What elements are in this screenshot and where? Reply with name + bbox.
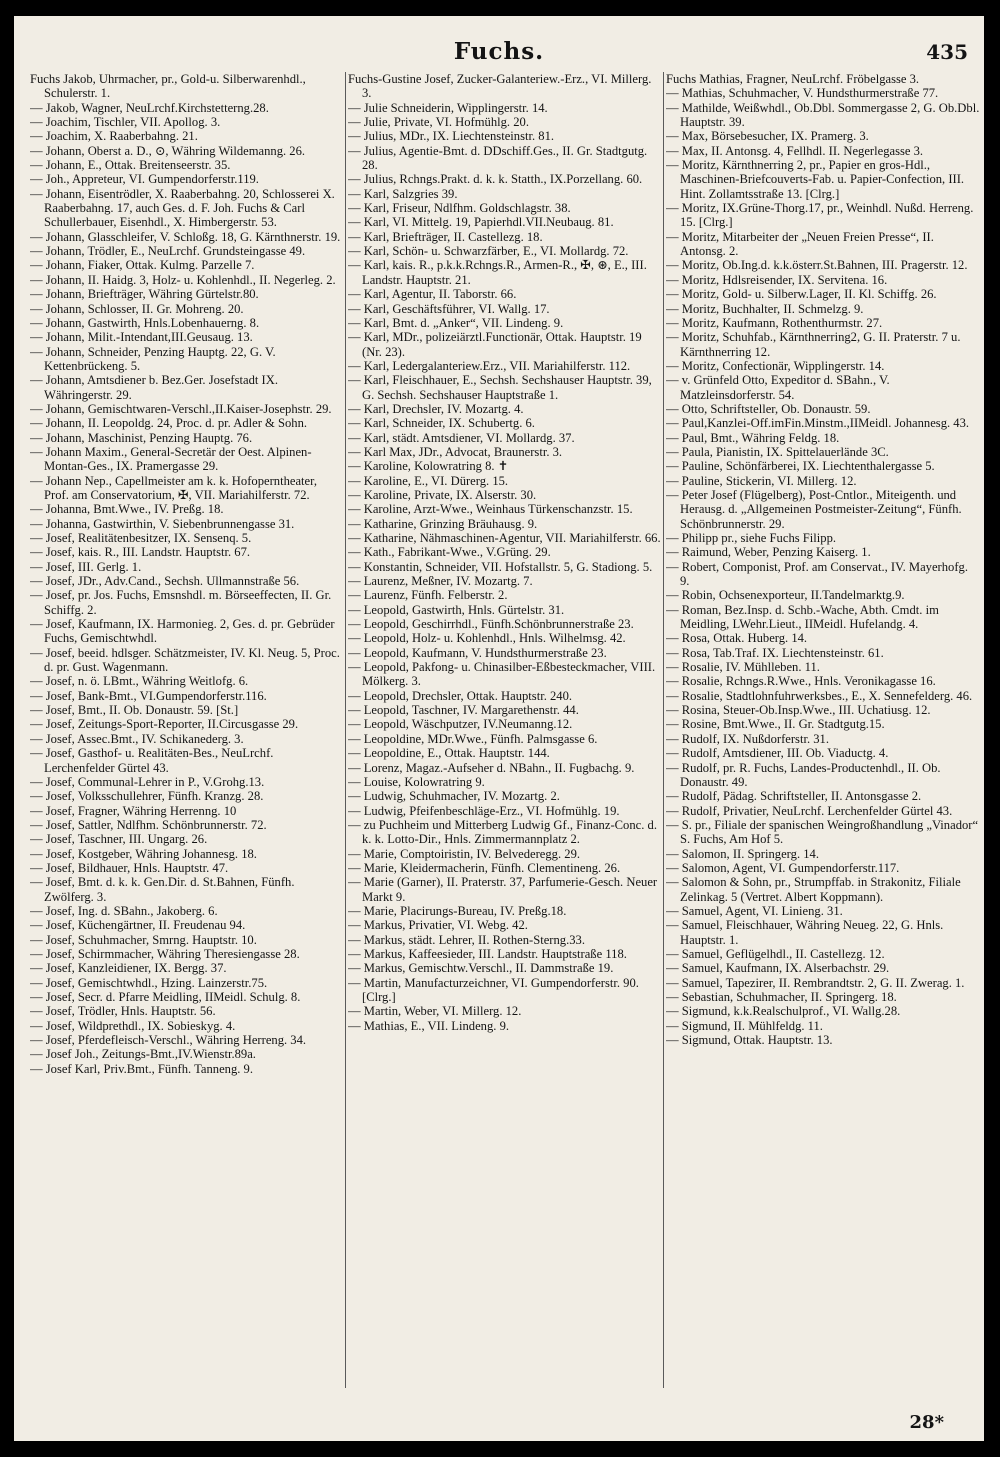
directory-entry: — Pauline, Schönfärberei, IX. Liechtenthalergasse 5.	[666, 459, 935, 474]
directory-entry: — Sigmund, k.k.Realschulprof., VI. Wallg.28.	[666, 1004, 901, 1019]
directory-entry: — Kath., Fabrikant-Wwe., V.Grüng. 29.	[348, 545, 551, 560]
directory-entry: — Johann Nep., Capellmeister am k. k. Hofoperntheater, Prof. am Conservatorium, ✠, VII. Mariahilferstr. 72.	[30, 473, 317, 502]
directory-entry: — Karoline, Kolowratring 8. ✝	[348, 459, 509, 474]
directory-entry: — Leopold, Taschner, IV. Margarethenstr. 44.	[348, 703, 579, 718]
directory-entry: — S. pr., Filiale der spanischen Weingroßhandlung „Vinador“ S. Fuchs, Am Hof 5.	[666, 817, 979, 847]
directory-entry: — Josef, beeid. hdlsger. Schätzmeister, IV. Kl. Neug. 5, Proc. d. pr. Gust. Wagenmann.	[30, 645, 340, 675]
directory-entry: — Martin, Weber, VI. Millerg. 12.	[348, 1004, 522, 1019]
directory-entry: — Rosalie, Stadtlohnfuhrwerksbes., E., X. Sennefelderg. 46.	[666, 688, 973, 703]
directory-entry: — Joachim, Tischler, VII. Apollog. 3.	[30, 115, 221, 130]
directory-entry: — Karl, Friseur, Ndlfhm. Goldschlagstr. 38.	[348, 201, 571, 216]
directory-entry: — Samuel, Kaufmann, IX. Alserbachstr. 29.	[666, 961, 890, 976]
directory-entry: — Julius, MDr., IX. Liechtensteinstr. 81.	[348, 129, 555, 144]
directory-entry: Fuchs-Gustine Josef, Zucker-Galanteriew.-Erz., VI. Millerg. 3.	[348, 72, 652, 101]
directory-entry: — Josef, III. Gerlg. 1.	[30, 559, 142, 574]
directory-entry: — Max, II. Antonsg. 4, Fellhdl. II. Negerlegasse 3.	[666, 143, 924, 158]
directory-entry: — Josef, Ing. d. SBahn., Jakoberg. 6.	[30, 903, 218, 918]
directory-entry: Fuchs Mathias, Fragner, NeuLrchf. Fröbelgasse 3.	[666, 72, 920, 86]
directory-entry: — Karl, Salzgries 39.	[348, 186, 458, 201]
directory-entry: — Salomon, II. Springerg. 14.	[666, 846, 819, 861]
directory-column-middle	[348, 72, 662, 1388]
directory-entry: — Roman, Bez.Insp. d. Schb.-Wache, Abth. Cmdt. im Meidling, LWehr.Lieut., IIMeidl. Hufelandg. 4.	[666, 602, 939, 632]
directory-entry: — Karl, VI. Mittelg. 19, Papierhdl.VII.Neubaug. 81.	[348, 215, 614, 230]
directory-entry: — Josef, Kaufmann, IX. Harmonieg. 2, Ges. d. pr. Gebrüder Fuchs, Gemischtwhdl.	[30, 617, 335, 646]
directory-entry: — Markus, städt. Lehrer, II. Rothen-Sterng.33.	[348, 932, 585, 947]
directory-entry: — Josef, pr. Jos. Fuchs, Emsnshdl. m. Börseeffecten, II. Gr. Schiffg. 2.	[30, 588, 332, 617]
directory-entry: — Peter Josef (Flügelberg), Post-Cntlor., Miteigenth. und Herausg. d. „Allgemeinen Postmeister-Zeitung“, Fünfh. Schönbrunnerstr. 29.	[666, 487, 962, 531]
directory-entry: — Josef, Wildprethdl., IX. Sobieskyg. 4.	[30, 1018, 236, 1033]
directory-entry: — Karl Max, JDr., Advocat, Braunerstr. 3.	[348, 444, 563, 459]
directory-entry: — Markus, Privatier, VI. Webg. 42.	[348, 918, 528, 933]
directory-entry: — Samuel, Fleischhauer, Währing Neueg. 22, G. Hnls. Hauptstr. 1.	[666, 918, 944, 947]
directory-entry: — Josef, Communal-Lehrer in P., V.Grohg.13.	[30, 774, 265, 789]
directory-entry: — Raimund, Weber, Penzing Kaiserg. 1.	[666, 545, 871, 560]
directory-entry: — Paul, Bmt., Währing Feldg. 18.	[666, 430, 840, 445]
page-title: Fuchs.	[453, 38, 545, 65]
directory-entry: — Josef, Secr. d. Pfarre Meidling, IIMeidl. Schulg. 8.	[30, 990, 301, 1004]
directory-entry: — Moritz, IX.Grüne-Thorg.17, pr., Weinhdl. Nußd. Herreng. 15. [Clrg.]	[666, 201, 974, 230]
column-divider	[663, 72, 664, 1388]
directory-entry: — Johanna, Gastwirthin, V. Siebenbrunnengasse 31.	[30, 516, 295, 531]
directory-entry: — Johann, Amtsdiener b. Bez.Ger. Josefstadt IX. Währingerstr. 29.	[30, 373, 278, 402]
directory-entry: — Philipp pr., siehe Fuchs Filipp.	[666, 531, 837, 545]
directory-entry: — Ludwig, Pfeifenbeschläge-Erz., VI. Hofmühlg. 19.	[348, 803, 620, 818]
directory-entry: — Katharine, Nähmaschinen-Agentur, VII. Mariahilferstr. 66.	[348, 531, 661, 545]
directory-entry: — Paul,Kanzlei-Off.imFin.Minstm.,IIMeidl. Johannesg. 43.	[666, 416, 970, 431]
directory-entry: — Karoline, Arzt-Wwe., Weinhaus Türkenschanzstr. 15.	[348, 502, 633, 517]
directory-entry: — Josef, Küchengärtner, II. Freudenau 94.	[30, 918, 246, 933]
directory-entry: — Leopold, Holz- u. Kohlenhdl., Hnls. Wilhelmsg. 42.	[348, 631, 626, 646]
directory-entry: — Josef, Pferdefleisch-Verschl., Währing Herreng. 34.	[30, 1033, 307, 1048]
directory-entry: — Rosalie, Rchngs.R.Wwe., Hnls. Veronikagasse 16.	[666, 674, 936, 689]
directory-entry: — Johann, E., Ottak. Breitenseerstr. 35.	[30, 158, 231, 173]
directory-entry: — Rudolf, Privatier, NeuLrchf. Lerchenfelder Gürtel 43.	[666, 803, 953, 818]
directory-entry: Fuchs Jakob, Uhrmacher, pr., Gold-u. Silberwarenhdl., Schulerstr. 1.	[30, 72, 306, 101]
directory-entry: — v. Grünfeld Otto, Expeditor d. SBahn., V. Matzleinsdorferstr. 54.	[666, 373, 890, 402]
directory-entry: — Julie, Private, VI. Hofmühlg. 20.	[348, 115, 529, 130]
directory-entry: — Mathias, E., VII. Lindeng. 9.	[348, 1018, 510, 1033]
directory-entry: — Karl, kais. R., p.k.k.Rchngs.R., Armen-R., ✠, ⊛, E., III. Landstr. Hauptstr. 21.	[348, 258, 647, 287]
directory-entry: — Moritz, Schuhfab., Kärnthnerring2, G. II. Praterstr. 7 u. Kärnthnerring 12.	[666, 330, 961, 359]
directory-entry: — Moritz, Kaufmann, Rothenthurmstr. 27.	[666, 315, 883, 330]
directory-entry: — Karoline, E., VI. Dürerg. 15.	[348, 473, 509, 488]
directory-entry: — Sigmund, II. Mühlfeldg. 11.	[666, 1018, 823, 1033]
directory-entry: — Rosine, Bmt.Wwe., II. Gr. Stadtgutg.15.	[666, 717, 885, 732]
signature-mark: 28*	[909, 1412, 944, 1433]
directory-entry: — Karl, Schön- u. Schwarzfärber, E., VI. Mollardg. 72.	[348, 244, 629, 259]
directory-entry: — Ludwig, Schuhmacher, IV. Mozartg. 2.	[348, 789, 560, 804]
directory-entry: — Josef, Fragner, Währing Herrenng. 10	[30, 803, 237, 818]
directory-entry: — Jakob, Wagner, NeuLrchf.Kirchstetterng.28.	[30, 100, 269, 115]
directory-entry: — Johanna, Bmt.Wwe., IV. Preßg. 18.	[30, 502, 224, 517]
directory-entry: — Josef, Sattler, Ndlfhm. Schönbrunnerstr. 72.	[30, 817, 267, 832]
directory-entry: — Julius, Rchngs.Prakt. d. k. k. Statth., IX.Porzellang. 60.	[348, 172, 643, 187]
directory-entry: — Josef, n. ö. LBmt., Währing Weitlofg. 6.	[30, 674, 249, 689]
directory-entry: — Joachim, X. Raaberbahng. 21.	[30, 129, 198, 144]
directory-entry: — Salomon, Agent, VI. Gumpendorferstr.117.	[666, 860, 900, 875]
directory-entry: — Josef, Bmt., II. Ob. Donaustr. 59. [St.]	[30, 703, 239, 718]
directory-entry: — Josef, Bmt. d. k. k. Gen.Dir. d. St.Bahnen, Fünfh. Zwölferg. 3.	[30, 875, 295, 904]
directory-entry: — Josef, Trödler, Hnls. Hauptstr. 56.	[30, 1004, 216, 1019]
directory-entry: — Karl, Geschäftsführer, VI. Wallg. 17.	[348, 301, 550, 316]
directory-entry: — Karl, Drechsler, IV. Mozartg. 4.	[348, 401, 524, 416]
directory-entry: — Johann, Schneider, Penzing Hauptg. 22, G. V. Kettenbrückeng. 5.	[30, 344, 276, 373]
directory-entry: — Konstantin, Schneider, VII. Hofstallstr. 5, G. Stadiong. 5.	[348, 559, 653, 574]
directory-entry: — Marie, Kleidermacherin, Fünfh. Clementineng. 26.	[348, 860, 621, 875]
directory-entry: — Laurenz, Meßner, IV. Mozartg. 7.	[348, 574, 533, 589]
directory-entry: — Leopold, Kaufmann, V. Hundsthurmerstraße 23.	[348, 645, 607, 660]
directory-entry: — Josef, Schuhmacher, Smrng. Hauptstr. 10.	[30, 932, 257, 947]
directory-entry: — Josef Karl, Priv.Bmt., Fünfh. Tanneng. 9.	[30, 1061, 253, 1076]
directory-entry: — Mathias, Schuhmacher, V. Hundsthurmerstraße 77.	[666, 86, 939, 101]
directory-entry: — Johann Maxim., General-Secretär der Oest. Alpinen-Montan-Ges., IX. Pramergasse 29.	[30, 444, 312, 474]
directory-entry: — Johann, Milit.-Intendant,III.Geusaug. 13.	[30, 330, 253, 345]
directory-entry: — Josef, Gemischtwhdl., Hzing. Lainzerstr.75.	[30, 975, 268, 990]
directory-entry: — Johann, Eisentrödler, X. Raaberbahng. 20, Schlosserei X. Raaberbahng. 17, auch Ges. d. F. Joh. Fuchs & Carl Schullerbauer, Eisenhdl., X. Himbergerstr. 53.	[30, 186, 335, 230]
directory-entry: — Moritz, Gold- u. Silberw.Lager, II. Kl. Schiffg. 26.	[666, 287, 937, 302]
directory-entry: — Robin, Ochsenexporteur, II.Tandelmarktg.9.	[666, 588, 905, 603]
directory-entry: — Johann, Trödler, E., NeuLrchf. Grundsteingasse 49.	[30, 244, 306, 259]
directory-entry: — Johann, Gastwirth, Hnls.Lobenhauerng. 8.	[30, 315, 260, 330]
directory-entry: — Karl, städt. Amtsdiener, VI. Mollardg. 37.	[348, 430, 575, 445]
directory-entry: — Karl, Fleischhauer, E., Sechsh. Sechshauser Hauptstr. 39, G. Sechsh. Sechshauser Hauptstraße 1.	[348, 373, 652, 402]
directory-entry: — Julius, Agentie-Bmt. d. DDschiff.Ges., II. Gr. Stadtgutg. 28.	[348, 143, 648, 173]
directory-entry: — Martin, Manufacturzeichner, VI. Gumpendorferstr. 90. [Clrg.]	[348, 975, 639, 1004]
directory-column-right	[666, 72, 980, 1388]
directory-entry: — Karl, Briefträger, II. Castellezg. 18.	[348, 229, 543, 244]
directory-entry: — Johann, Glasschleifer, V. Schloßg. 18, G. Kärnthnerstr. 19.	[30, 229, 341, 244]
directory-entry: — Marie (Garner), II. Praterstr. 37, Parfumerie-Gesch. Neuer Markt 9.	[348, 875, 658, 904]
directory-entry: — Sigmund, Ottak. Hauptstr. 13.	[666, 1033, 833, 1048]
directory-entry: — Moritz, Kärnthnerring 2, pr., Papier en gros-Hdl., Maschinen-Briefcouverts-Fab. u. Papier-Confection, III. Hint. Zollamtsstraße 13. [Clrg.]	[666, 158, 965, 201]
directory-entry: — Samuel, Tapezirer, II. Rembrandtstr. 2, G. II. Zwerag. 1.	[666, 975, 965, 990]
directory-entry: — Julie Schneiderin, Wipplingerstr. 14.	[348, 100, 548, 115]
directory-entry: — Markus, Gemischtw.Verschl., II. Dammstraße 19.	[348, 961, 614, 976]
directory-entry: — Moritz, Ob.Ing.d. k.k.österr.St.Bahnen, III. Pragerstr. 12.	[666, 258, 968, 273]
directory-entry: — Rudolf, IX. Nußdorferstr. 31.	[666, 731, 829, 746]
directory-entry: — Leopold, Gastwirth, Hnls. Gürtelstr. 31.	[348, 602, 565, 617]
directory-entry: — Leopoldine, MDr.Wwe., Fünfh. Palmsgasse 6.	[348, 731, 598, 746]
directory-entry: — Rudolf, Amtsdiener, III. Ob. Viaductg. 4.	[666, 746, 889, 761]
directory-entry: — Marie, Comptoiristin, IV. Belvederegg. 29.	[348, 846, 581, 861]
directory-entry: — Rosa, Tab.Traf. IX. Liechtensteinstr. 61.	[666, 645, 884, 660]
directory-entry: — Mathilde, Weißwhdl., Ob.Dbl. Sommergasse 2, G. Ob.Dbl. Hauptstr. 39.	[666, 100, 980, 130]
directory-entry: — Karl, Agentur, II. Taborstr. 66.	[348, 287, 517, 302]
directory-entry: — Josef, JDr., Adv.Cand., Sechsh. Ullmannstraße 56.	[30, 574, 300, 589]
directory-entry: — Josef, Volksschullehrer, Fünfh. Kranzg. 28.	[30, 789, 264, 804]
directory-entry: — Moritz, Hdlsreisender, IX. Servitena. 16.	[666, 272, 888, 287]
directory-entry: — Paula, Pianistin, IX. Spittelauerlände 3C.	[666, 444, 889, 459]
directory-entry: — Leopold, Pakfong- u. Chinasilber-Eßbesteckmacher, VIII. Mölkerg. 3.	[348, 660, 656, 689]
directory-entry: — Samuel, Geflügelhdl., II. Castellezg. 12.	[666, 946, 885, 961]
directory-entry: — Otto, Schriftsteller, Ob. Donaustr. 59.	[666, 401, 871, 416]
page-number: 435	[926, 40, 968, 64]
directory-entry: — Marie, Placirungs-Bureau, IV. Preßg.18.	[348, 903, 567, 918]
directory-entry: — Josef, Schirmmacher, Währing Theresiengasse 28.	[30, 946, 300, 961]
directory-entry: — Moritz, Mitarbeiter der „Neuen Freien Presse“, II. Antonsg. 2.	[666, 229, 934, 259]
directory-entry: — Rosalie, IV. Mühlleben. 11.	[666, 660, 820, 675]
directory-entry: — Moritz, Confectionär, Wipplingerstr. 14.	[666, 358, 885, 373]
directory-entry: — Johann, Fiaker, Ottak. Kulmg. Parzelle 7.	[30, 258, 255, 273]
directory-entry: — zu Puchheim und Mitterberg Ludwig Gf., Finanz-Conc. d. k. k. Lotto-Dir., Hnls. Zimmermannplatz 2.	[348, 817, 657, 847]
directory-entry: — Samuel, Agent, VI. Linieng. 31.	[666, 903, 843, 918]
directory-entry: — Josef, Kostgeber, Währing Johannesg. 18.	[30, 846, 257, 861]
directory-entry: — Sebastian, Schuhmacher, II. Springerg. 18.	[666, 990, 897, 1004]
directory-entry: — Leopoldine, E., Ottak. Hauptstr. 144.	[348, 746, 550, 761]
directory-entry: — Moritz, Buchhalter, II. Schmelzg. 9.	[666, 301, 864, 316]
directory-entry: — Johann, II. Leopoldg. 24, Proc. d. pr. Adler & Sohn.	[30, 416, 308, 431]
directory-entry: — Max, Börsebesucher, IX. Pramerg. 3.	[666, 129, 869, 144]
directory-entry: — Josef, Assec.Bmt., IV. Schikanederg. 3.	[30, 731, 244, 746]
directory-entry: — Johann, Maschinist, Penzing Hauptg. 76.	[30, 430, 253, 445]
directory-entry: — Louise, Kolowratring 9.	[348, 774, 485, 789]
directory-entry: — Josef, Zeitungs-Sport-Reporter, II.Circusgasse 29.	[30, 717, 299, 732]
directory-entry: — Karl, Ledergalanteriew.Erz., VII. Mariahilferstr. 112.	[348, 358, 631, 373]
directory-entry: — Josef, Taschner, III. Ungarg. 26.	[30, 832, 208, 847]
directory-entry: — Rudolf, pr. R. Fuchs, Landes-Productenhdl., II. Ob. Donaustr. 49.	[666, 760, 941, 789]
directory-entry: — Josef, Bank-Bmt., VI.Gumpendorferstr.116.	[30, 688, 267, 703]
column-divider	[345, 72, 346, 1388]
directory-entry: — Katharine, Grinzing Bräuhausg. 9.	[348, 516, 538, 531]
directory-entry: — Karl, MDr., polizeiärztl.Functionär, Ottak. Hauptstr. 19 (Nr. 23).	[348, 330, 642, 359]
directory-entry: — Rosina, Steuer-Ob.Insp.Wwe., III. Uchatiusg. 12.	[666, 703, 931, 718]
directory-entry: — Johann, Briefträger, Währing Gürtelstr.80.	[30, 287, 259, 302]
directory-entry: — Joh., Appreteur, VI. Gumpendorferstr.119.	[30, 172, 259, 187]
directory-entry: — Johann, Schlosser, II. Gr. Mohreng. 20.	[30, 301, 244, 316]
directory-entry: — Markus, Kaffeesieder, III. Landstr. Hauptstraße 118.	[348, 946, 627, 961]
directory-entry: — Karl, Schneider, IX. Schubertg. 6.	[348, 416, 535, 431]
directory-entry: — Salomon & Sohn, pr., Strumpffab. in Strakonitz, Filiale Zelinkag. 5 (Vertret. Albert Koppmann).	[666, 875, 961, 904]
directory-entry: — Leopold, Wäschputzer, IV.Neumanng.12.	[348, 717, 573, 732]
directory-entry: — Johann, Gemischtwaren-Verschl.,II.Kaiser-Josephstr. 29.	[30, 401, 332, 416]
directory-column-left	[30, 72, 344, 1388]
directory-entry: — Leopold, Geschirrhdl., Fünfh.Schönbrunnerstraße 23.	[348, 617, 634, 632]
directory-entry: — Karl, Bmt. d. „Anker“, VII. Lindeng. 9.	[348, 315, 564, 330]
directory-entry: — Rudolf, Pädag. Schriftsteller, II. Antonsgasse 2.	[666, 789, 922, 804]
directory-entry: — Josef, Bildhauer, Hnls. Hauptstr. 47.	[30, 860, 229, 875]
directory-entry: — Leopold, Drechsler, Ottak. Hauptstr. 240.	[348, 688, 573, 703]
directory-entry: — Josef, Gasthof- u. Realitäten-Bes., NeuLrchf. Lerchenfelder Gürtel 43.	[30, 746, 274, 775]
directory-entry: — Josef, Kanzleidiener, IX. Bergg. 37.	[30, 961, 227, 976]
directory-entry: — Pauline, Stickerin, VI. Millerg. 12.	[666, 473, 857, 488]
directory-entry: — Robert, Componist, Prof. am Conservat., IV. Mayerhofg. 9.	[666, 559, 968, 589]
directory-entry: — Karoline, Private, IX. Alserstr. 30.	[348, 487, 537, 502]
directory-entry: — Laurenz, Fünfh. Felberstr. 2.	[348, 588, 508, 603]
directory-entry: — Johann, II. Haidg. 3, Holz- u. Kohlenhdl., II. Negerleg. 2.	[30, 272, 336, 287]
directory-page	[14, 16, 984, 1441]
directory-entry: — Josef, kais. R., III. Landstr. Hauptstr. 67.	[30, 545, 251, 560]
directory-entry: — Johann, Oberst a. D., ⊙, Währing Wildemanng. 26.	[30, 143, 306, 158]
directory-entry: — Rosa, Ottak. Huberg. 14.	[666, 631, 808, 646]
directory-entry: — Josef, Realitätenbesitzer, IX. Sensenq. 5.	[30, 531, 252, 545]
directory-entry: — Josef Joh., Zeitungs-Bmt.,IV.Wienstr.89a.	[30, 1047, 256, 1062]
directory-entry: — Lorenz, Magaz.-Aufseher d. NBahn., II. Fugbachg. 9.	[348, 760, 635, 775]
